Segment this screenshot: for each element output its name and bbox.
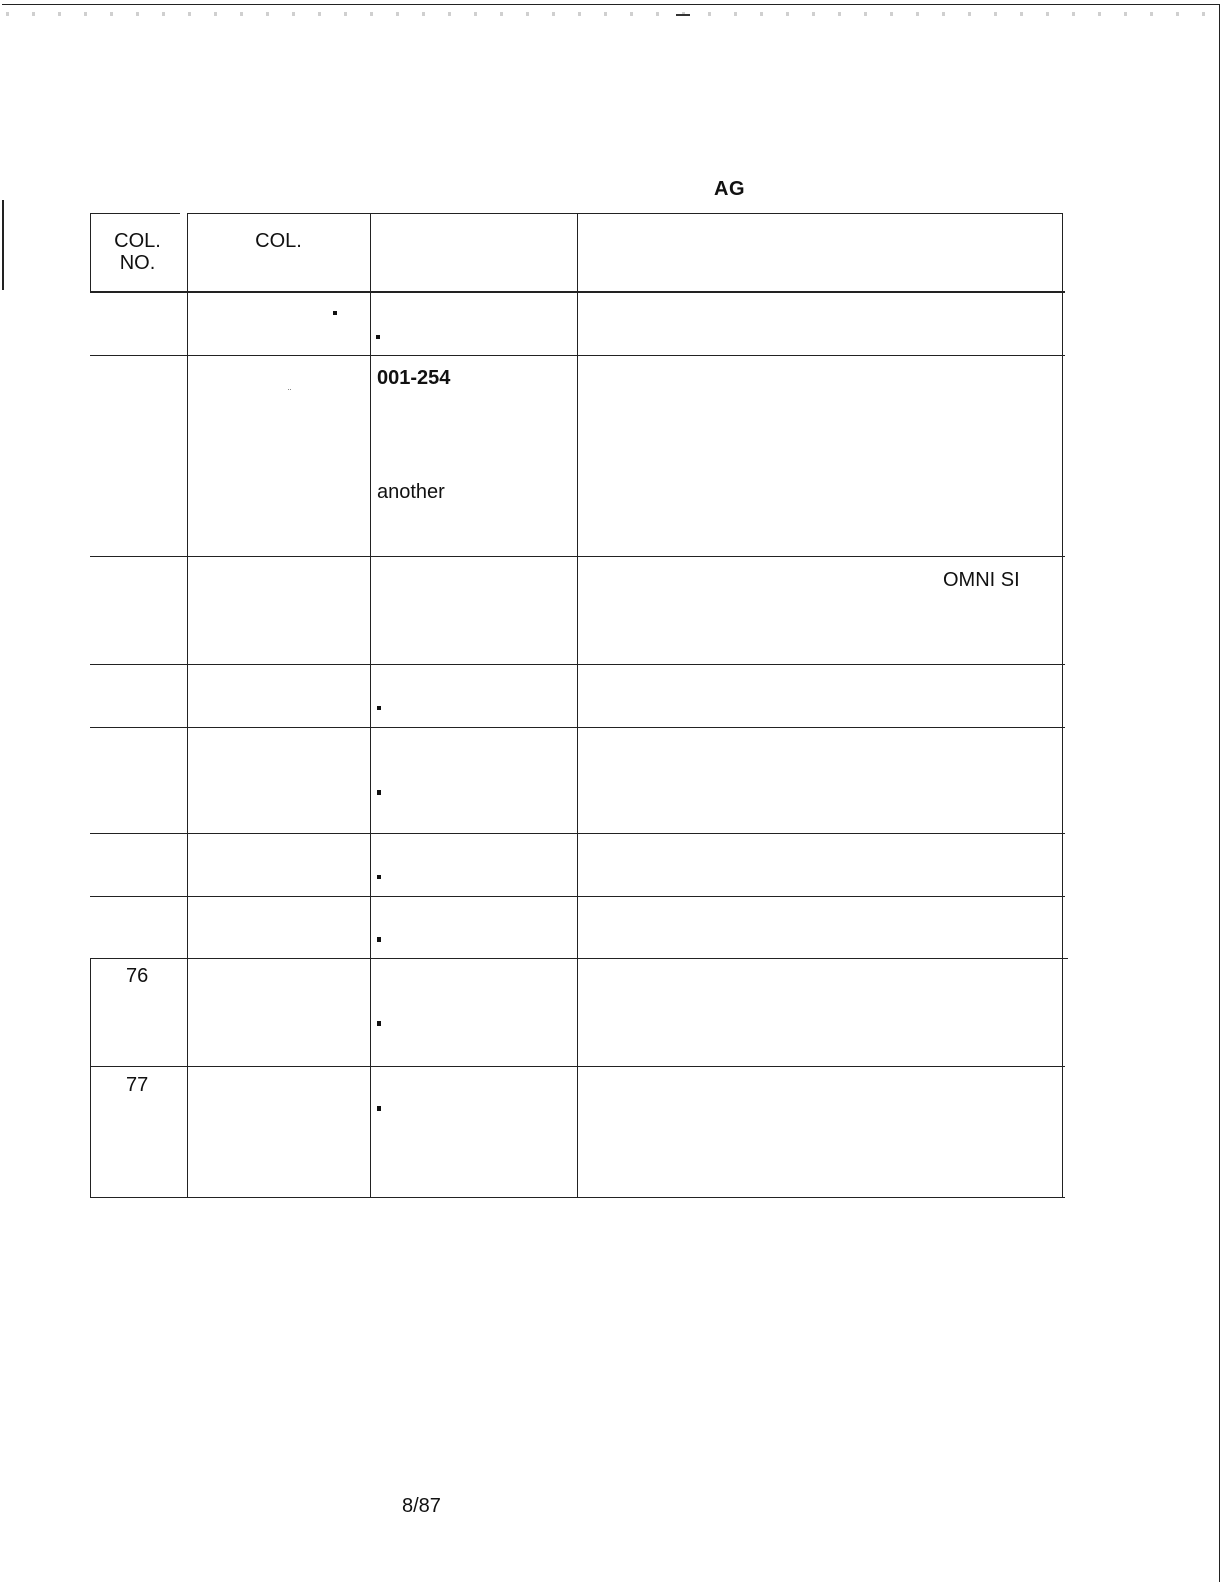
row1-name-mark <box>333 311 337 315</box>
page-header-title: AG <box>714 178 745 200</box>
row2-value: 001-254 <box>377 367 451 389</box>
footer-date: 8/87 <box>402 1495 441 1517</box>
field-definition-table <box>90 213 1065 1198</box>
header-col-no-line1: COL. <box>114 230 161 252</box>
row4-value-mark <box>377 706 381 710</box>
scan-dash <box>676 14 690 16</box>
row2-name-speck: ¨ <box>288 388 292 399</box>
header-col-no <box>90 230 185 274</box>
row9-value-mark <box>377 1106 381 1111</box>
row2-value-extra: another <box>377 481 445 503</box>
row3-description: OMNI SI <box>943 569 1020 591</box>
row8-value-mark <box>377 1021 381 1026</box>
row1-value-mark <box>376 335 380 339</box>
row6-value-mark <box>377 875 381 879</box>
scan-noise <box>6 12 1206 16</box>
header-col-name: COL. <box>255 230 302 252</box>
scan-edge-mark <box>2 200 4 290</box>
row5-value-mark <box>377 790 381 795</box>
row7-value-mark <box>377 937 381 942</box>
row9-col-no: 77 <box>126 1074 149 1096</box>
header-col-no-line2: NO. <box>119 252 156 274</box>
row8-col-no: 76 <box>126 965 149 987</box>
